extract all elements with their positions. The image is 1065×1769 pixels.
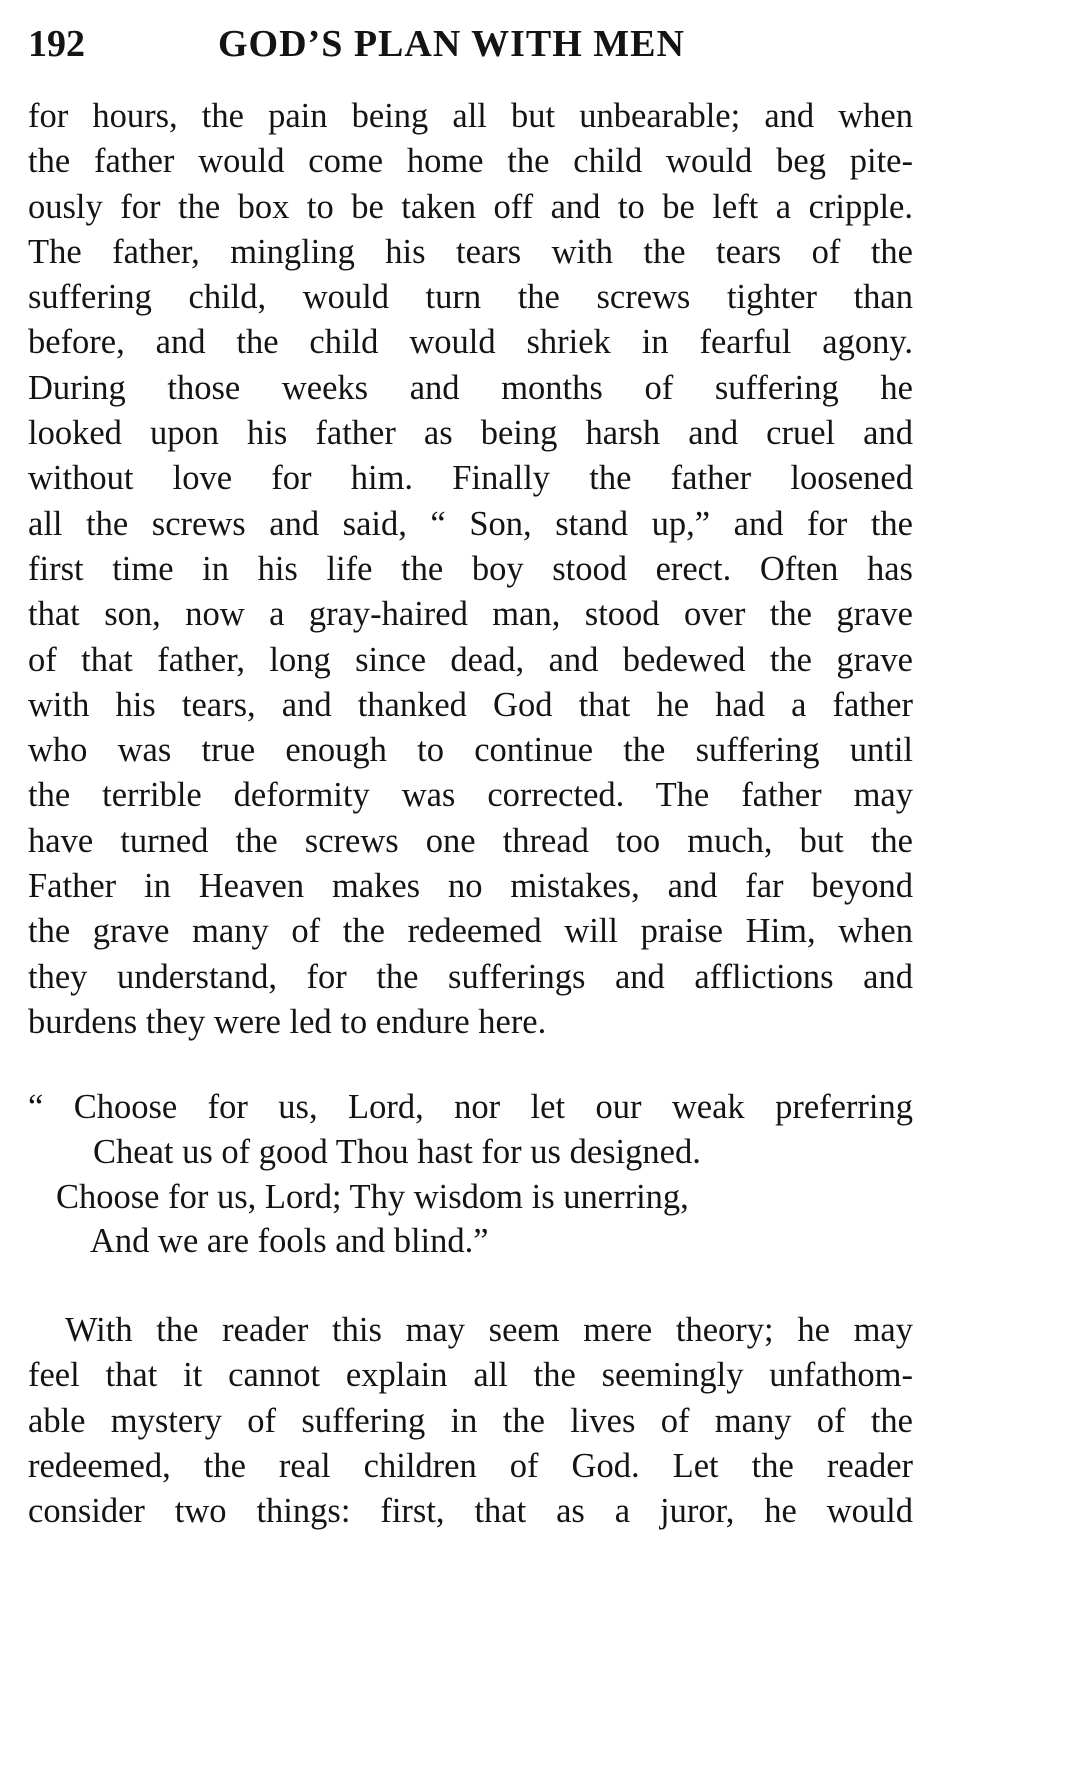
text-line: of that father, long since dead, and bedewed the grave [28,640,913,679]
text-line: first time in his life the boy stood erect. Often has [28,549,913,588]
poem-quotation [28,1085,913,1264]
text-line: without love for him. Finally the father loosened [28,459,913,498]
text-line: consider two things: first, that as a juror, he would [28,1492,913,1531]
poem-line: And we are fools and blind.” [90,1222,489,1261]
text-line: The father, mingling his tears with the tears of the [28,232,913,271]
text-line: redeemed, the real children of God. Let the reader [28,1446,913,1485]
text-line: During those weeks and months of suffering he [28,368,913,407]
text-line: have turned the screws one thread too much, but the [28,821,913,860]
poem-line: “ Choose for us, Lord, nor let our weak preferring [28,1088,913,1126]
paragraph-1 [28,94,913,1045]
text-line: suffering child, would turn the screws tighter than [28,278,913,317]
poem-line: Cheat us of good Thou hast for us designed. [93,1132,701,1171]
text-line: with his tears, and thanked God that he had a father [28,685,913,724]
page-number: 192 [28,23,85,65]
text-line: feel that it cannot explain all the seemingly unfathom- [28,1356,913,1395]
poem-line: Choose for us, Lord; Thy wisdom is unerring, [56,1177,689,1216]
paragraph-2 [28,1308,913,1534]
text-line: the grave many of the redeemed will praise Him, when [28,912,913,951]
text-line: burdens they were led to endure here. [28,1002,547,1041]
text-line: looked upon his father as being harsh and cruel and [28,414,913,453]
text-line: able mystery of suffering in the lives of many of the [28,1401,913,1440]
text-line: the father would come home the child would beg pite- [28,142,913,181]
text-line: that son, now a gray-haired man, stood over the grave [28,595,913,634]
page-header [28,14,913,74]
text-line: before, and the child would shriek in fearful agony. [28,323,913,362]
text-line: Father in Heaven makes no mistakes, and far beyond [28,867,913,906]
text-line: all the screws and said, “ Son, stand up,” and for the [28,504,913,543]
text-line: ously for the box to be taken off and to be left a cripple. [28,187,913,226]
text-line: they understand, for the sufferings and afflictions and [28,957,913,996]
text-line: the terrible deformity was corrected. The father may [28,776,913,815]
running-head: GOD’S PLAN WITH MEN [218,23,685,65]
text-line: who was true enough to continue the suffering until [28,731,913,770]
text-line: for hours, the pain being all but unbearable; and when [28,97,913,135]
text-line: With the reader this may seem mere theory; he may [65,1311,913,1349]
